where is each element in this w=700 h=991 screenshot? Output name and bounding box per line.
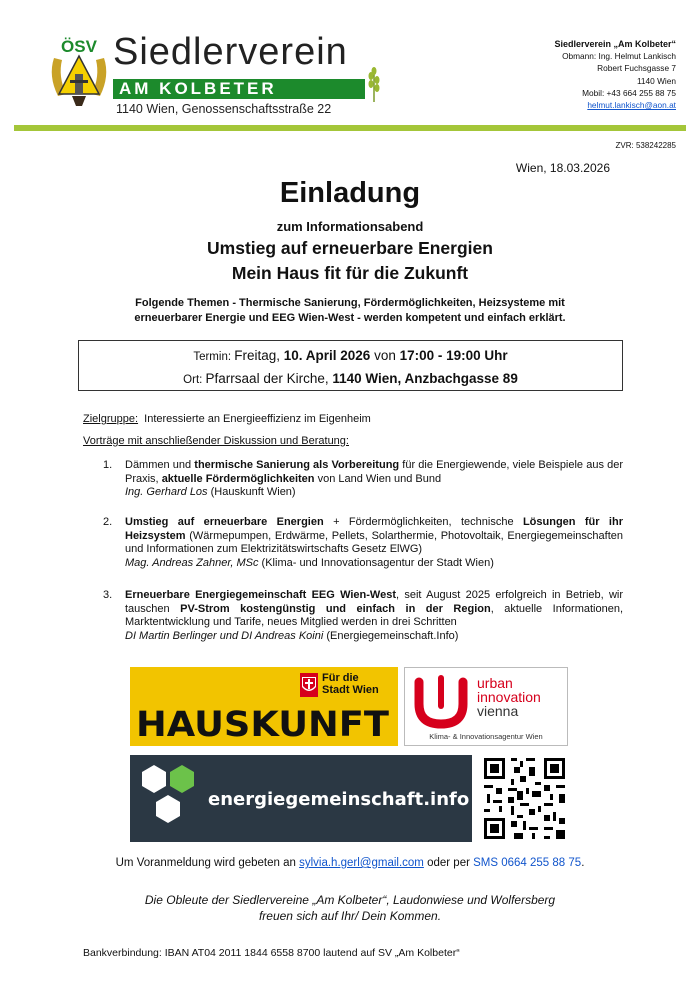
termin-date: 10. April 2026 [283, 348, 371, 363]
termin-time: 17:00 - 19:00 Uhr [399, 348, 508, 363]
topics-line-2: erneuerbarer Energie und EEG Wien-West - werden kompetent und einfach erklärt. [134, 312, 566, 324]
contact-mobile: Mobil: +43 664 255 88 75 [582, 87, 676, 98]
list-item [103, 516, 623, 570]
talk-text: , aktuelle Informationen, Marktentwicklung und Tarife, neues Mitglied werden in drei Schritten [125, 602, 624, 629]
uiv-word-1: urban [477, 675, 513, 691]
zvr-number: ZVR: 538242285 [615, 141, 676, 150]
termin-von: von [370, 348, 400, 363]
registration-text: oder per [423, 857, 474, 869]
talk-emphasis: Lösungen für ihr Heizsystem [125, 516, 623, 542]
headline-2: Mein Haus fit für die Zukunft [231, 263, 469, 283]
uiv-tagline: Klima- & Innovationsagentur Wien [429, 732, 543, 741]
registration-email-link[interactable]: sylvia.h.gerl@gmail.com [299, 857, 424, 869]
topics-summary [0, 296, 700, 326]
closing-line-2: freuen sich auf Ihr/ Dein Kommen. [258, 909, 442, 923]
registration-sms-link[interactable]: SMS 0664 255 88 75 [473, 857, 582, 869]
contact-block [554, 38, 676, 111]
talk-number: 1. [103, 459, 113, 471]
wheat-icon [366, 66, 382, 102]
talk-number: 3. [103, 589, 113, 601]
urban-innovation-vienna-logo [404, 667, 568, 746]
hauskunft-wien-label [322, 672, 379, 696]
wien-flag-icon [300, 673, 318, 697]
talk-text: (Wärmepumpen, Erdwärme, Pellets, Solarthermie, Photovoltaik, Energiegemeinschaften und Informationen zum Elektrizitätswirtschafts Gesetz ElWG) [125, 529, 623, 556]
ort-address: 1140 Wien, Anzbachgasse 89 [332, 371, 518, 386]
contact-city: 1140 Wien [636, 75, 676, 86]
talk-speaker: DI Martin Berlinger und DI Andreas Koini [125, 629, 324, 642]
brand-band: AM KOLBETER [113, 79, 365, 99]
ort-venue: Pfarrsaal der Kirche, [205, 371, 333, 386]
talk-text: , seit August 2025 erfolgreich in Betrieb, wir tauschen [125, 589, 624, 615]
qr-code-icon[interactable] [481, 755, 568, 842]
contact-street: Robert Fuchsgasse 7 [597, 63, 676, 74]
oesv-logo-icon [44, 36, 114, 108]
contact-name: Siedlerverein „Am Kolbeter“ [554, 39, 676, 49]
talk-emphasis: PV-Strom kostengünstig und einfach in der Region [180, 602, 491, 615]
list-item [103, 459, 623, 500]
event-details-box [78, 340, 623, 391]
brand-address: 1140 Wien, Genossenschaftsstraße 22 [116, 102, 332, 116]
registration-text: . [581, 857, 585, 869]
talk-org: (Energiegemeinschaft.Info) [323, 629, 459, 642]
ort-line [79, 371, 622, 386]
list-item [103, 589, 623, 643]
talk-number: 2. [103, 516, 113, 528]
termin-day: Freitag, [234, 348, 284, 363]
target-group-label: Zielgruppe: [83, 413, 139, 425]
hauskunft-logo [130, 667, 398, 746]
talk-speaker: Ing. Gerhard Los [125, 486, 208, 499]
page-title: Einladung [279, 177, 421, 209]
registration-text: Um Voranmeldung wird gebeten an [115, 857, 300, 869]
uiv-u-icon [411, 674, 471, 730]
talk-emphasis: Umstieg auf erneuerbare Energien [125, 516, 324, 528]
bank-details: Bankverbindung: IBAN AT04 2011 1844 6558 8700 lautend auf SV „Am Kolbeter“ [83, 947, 460, 959]
hauskunft-wien-line1: Für die [322, 672, 359, 684]
headline-1: Umstieg auf erneuerbare Energien [207, 238, 493, 258]
talk-emphasis: Erneuerbare Energiegemeinschaft EEG Wien-West [125, 589, 397, 601]
talk-text: + Fördermöglichkeiten, technische [323, 516, 523, 528]
hauskunft-wordmark: HAUSKUNFT [136, 705, 389, 745]
target-group-text: Interessierte an Energieeffizienz im Eigenheim [138, 413, 371, 425]
letter-date: Wien, 18.03.2026 [515, 161, 610, 175]
hauskunft-wien-line2: Stadt Wien [322, 684, 379, 696]
header-divider [14, 125, 686, 131]
closing-line-1: Die Obleute der Siedlervereine „Am Kolbeter“, Laudonwiese und Wolfersberg [144, 893, 556, 907]
termin-line [79, 348, 622, 363]
eeg-wordmark: energiegemeinschaft.info [208, 789, 470, 810]
uiv-word-3: vienna [477, 703, 519, 719]
talk-emphasis: thermische Sanierung als Vorbereitung [194, 459, 400, 471]
talk-org: (Klima- und Innovationsagentur der Stadt Wien) [258, 556, 494, 569]
contact-email-link[interactable]: helmut.lankisch@aon.at [587, 100, 676, 111]
talk-text: von Land Wien und Bund [314, 472, 442, 485]
brand-name: Siedlerverein [113, 31, 348, 73]
topics-line-1: Folgende Themen - Thermische Sanierung, Fördermöglichkeiten, Heizsysteme mit [135, 297, 565, 309]
energiegemeinschaft-logo [130, 755, 472, 842]
uiv-word-2: innovation [477, 689, 541, 705]
termin-label: Termin: [193, 351, 235, 363]
talk-speaker: Mag. Andreas Zahner, MSc [125, 556, 259, 569]
logo-badge-text: ÖSV [61, 37, 97, 56]
hexagon-cluster-icon [138, 763, 204, 833]
ort-label: Ort: [183, 374, 206, 386]
talk-text: für die Energiewende, viele Beispiele aus der Praxis, [125, 459, 623, 485]
talk-org: (Hauskunft Wien) [207, 486, 296, 499]
contact-obmann: Obmann: Ing. Helmut Lankisch [562, 51, 676, 62]
target-group [83, 413, 371, 425]
talks-heading: Vorträge mit anschließender Diskussion und Beratung: [83, 435, 349, 447]
page-subtitle: zum Informationsabend [276, 219, 424, 234]
uiv-wordmark [477, 676, 541, 718]
talk-text: Dämmen und [125, 459, 195, 471]
closing-note [0, 892, 700, 924]
registration-note [0, 857, 700, 869]
talk-emphasis: aktuelle Fördermöglichkeiten [161, 472, 315, 485]
